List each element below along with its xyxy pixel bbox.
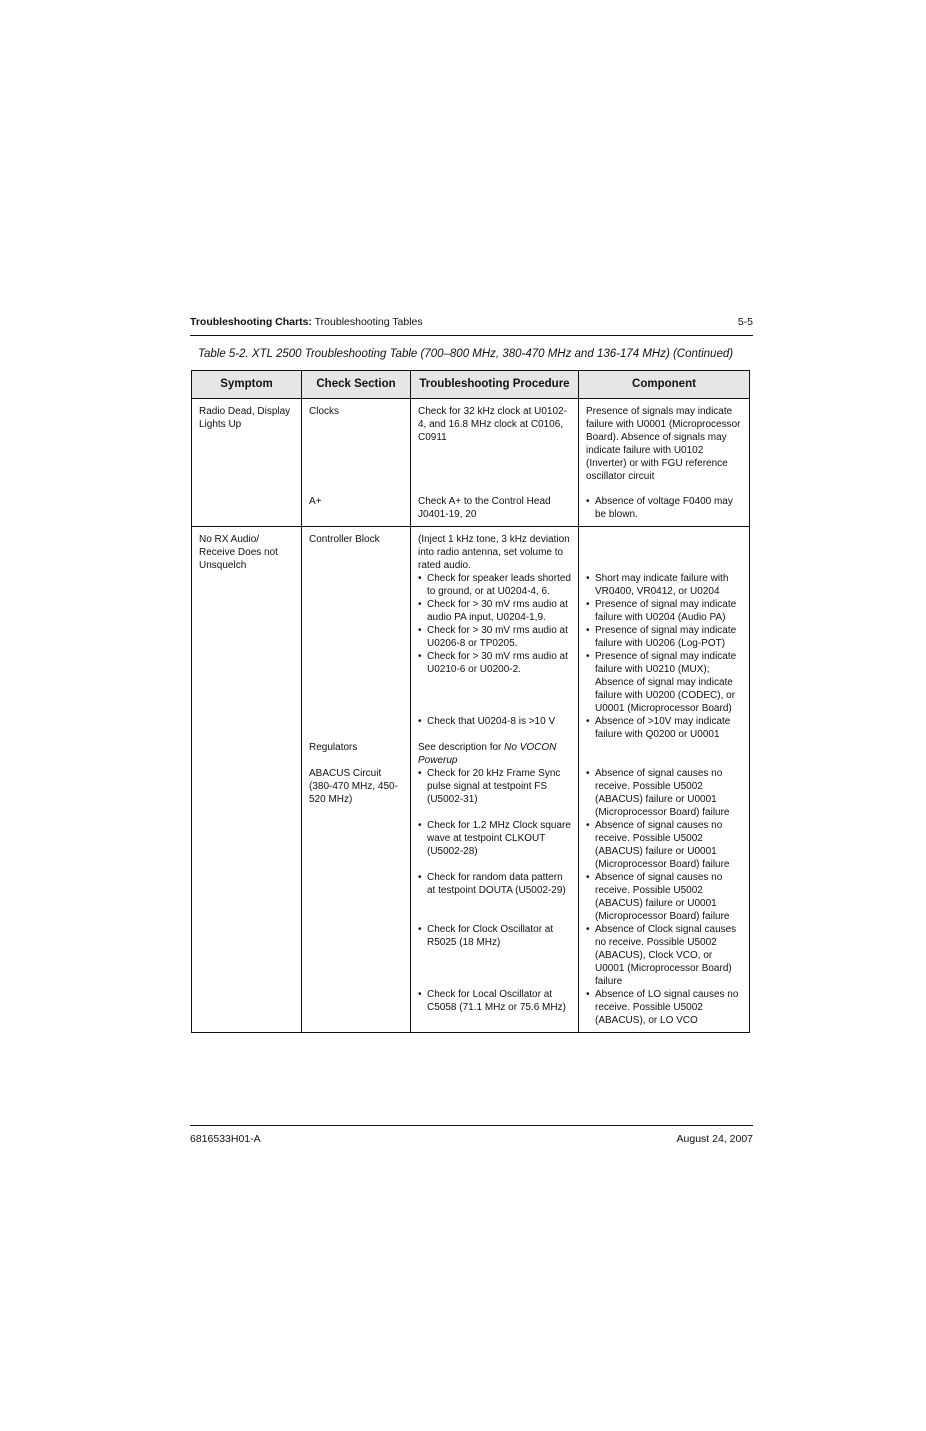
component-cell: Presence of signals may indicate failure with U0001 (Microprocessor Board). Absence of signals may indicate failure with U0102 (Inverter) or with FGU reference oscillator circuit	[579, 399, 750, 496]
table-row	[192, 715, 750, 741]
component-cell	[579, 495, 750, 527]
bullet-item: • Check for 20 kHz Frame Sync pulse signal at testpoint FS (U5002-31)	[418, 767, 571, 806]
component-cell	[579, 767, 750, 819]
footer-rule	[190, 1125, 753, 1126]
bullet-item: • Check for > 30 mV rms audio at audio PA input, U0204-1,9.	[418, 598, 571, 624]
table-row	[192, 624, 750, 650]
procedure-text: See description for	[418, 742, 505, 753]
table-row	[192, 923, 750, 988]
table-row	[192, 988, 750, 1033]
bullet-item: • Check that U0204-8 is >10 V	[418, 715, 571, 728]
procedure-cell	[411, 767, 579, 819]
check-section-cell: ABACUS Circuit (380-470 MHz, 450-520 MHz)	[302, 767, 411, 819]
table-row	[192, 399, 750, 496]
procedure-cell	[411, 715, 579, 741]
component-cell	[579, 624, 750, 650]
bullet-item: • Check for random data pattern at testpoint DOUTA (U5002-29)	[418, 871, 571, 897]
bullet-item: • Check for > 30 mV rms audio at U0210-6 or U0200-2.	[418, 650, 571, 676]
column-header-symptom: Symptom	[192, 371, 302, 399]
procedure-cell	[411, 871, 579, 923]
bullet-item: • Short may indicate failure with VR0400, VR0412, or U0204	[586, 572, 742, 598]
bullet-item: • Absence of signal causes no receive. Possible U5002 (ABACUS) failure or U0001 (Microprocessor Board) failure	[586, 871, 742, 923]
bullet-item: • Check for 1.2 MHz Clock square wave at testpoint CLKOUT (U5002-28)	[418, 819, 571, 858]
table-row	[192, 572, 750, 598]
document-number: 6816533H01-A	[190, 1133, 261, 1145]
running-footer	[190, 1133, 753, 1145]
publication-date: August 24, 2007	[676, 1133, 753, 1145]
component-cell	[579, 650, 750, 715]
symptom-cell: Radio Dead, Display Lights Up	[192, 399, 302, 496]
table-row	[192, 527, 750, 573]
bullet-item: • Check for speaker leads shorted to ground, or at U0204-4, 6.	[418, 572, 571, 598]
component-cell	[579, 923, 750, 988]
bullet-item: • Absence of signal causes no receive. Possible U5002 (ABACUS) failure or U0001 (Microprocessor Board) failure	[586, 819, 742, 871]
procedure-cell: Check for 32 kHz clock at U0102-4, and 16.8 MHz clock at C0106, C0911	[411, 399, 579, 496]
bullet-item: • Check for > 30 mV rms audio at U0206-8 or TP0205.	[418, 624, 571, 650]
table-row	[192, 871, 750, 923]
bullet-item: • Presence of signal may indicate failure with U0210 (MUX); Absence of signal may indicate failure with U0200 (CODEC), or U0001 (Microprocessor Board)	[586, 650, 742, 715]
table-row	[192, 767, 750, 819]
procedure-cell	[411, 741, 579, 767]
column-header-procedure: Troubleshooting Procedure	[411, 371, 579, 399]
bullet-item: • Presence of signal may indicate failure with U0206 (Log-POT)	[586, 624, 742, 650]
procedure-cell	[411, 598, 579, 624]
procedure-reference: No VOCON Powerup	[418, 742, 557, 766]
bullet-item: • Check for Local Oscillator at C5058 (71.1 MHz or 75.6 MHz)	[418, 988, 571, 1014]
troubleshooting-table	[191, 370, 750, 1033]
table-row	[192, 819, 750, 871]
table-row	[192, 741, 750, 767]
bullet-item: • Absence of LO signal causes no receive. Possible U5002 (ABACUS), or LO VCO	[586, 988, 742, 1027]
table-header-row	[192, 371, 750, 399]
procedure-cell	[411, 819, 579, 871]
procedure-cell	[411, 624, 579, 650]
bullet-item: • Absence of Clock signal causes no receive. Possible U5002 (ABACUS), Clock VCO, or U0001 (Microprocessor Board) failure	[586, 923, 742, 988]
symptom-cell: No RX Audio/ Receive Does not Unsquelch	[192, 527, 302, 573]
component-cell	[579, 819, 750, 871]
check-section-cell: Regulators	[302, 741, 411, 767]
column-header-component: Component	[579, 371, 750, 399]
table-caption: Table 5-2. XTL 2500 Troubleshooting Table (700–800 MHz, 380-470 MHz and 136-174 MHz) (Continued)	[198, 348, 734, 360]
component-cell	[579, 871, 750, 923]
procedure-cell	[411, 572, 579, 598]
header-subsection-title: Troubleshooting Tables	[311, 316, 423, 328]
header-rule	[190, 335, 753, 336]
procedure-cell	[411, 923, 579, 988]
bullet-item: • Presence of signal may indicate failure with U0204 (Audio PA)	[586, 598, 742, 624]
bullet-item: • Check for Clock Oscillator at R5025 (18 MHz)	[418, 923, 571, 949]
table-row	[192, 495, 750, 527]
header-section-title: Troubleshooting Charts:	[190, 316, 312, 328]
check-section-cell: Clocks	[302, 399, 411, 496]
procedure-cell: Check A+ to the Control Head J0401-19, 20	[411, 495, 579, 527]
bullet-item: • Absence of signal causes no receive. Possible U5002 (ABACUS) failure or U0001 (Microprocessor Board) failure	[586, 767, 742, 819]
component-cell	[579, 988, 750, 1033]
table-row	[192, 598, 750, 624]
table-row	[192, 650, 750, 715]
bullet-item: • Absence of voltage F0400 may be blown.	[586, 495, 742, 521]
component-cell	[579, 598, 750, 624]
component-cell	[579, 572, 750, 598]
bullet-item: • Absence of >10V may indicate failure with Q0200 or U0001	[586, 715, 742, 741]
page-number: 5-5	[737, 316, 753, 328]
component-cell	[579, 715, 750, 741]
column-header-check-section: Check Section	[302, 371, 411, 399]
check-section-cell: Controller Block	[302, 527, 411, 573]
running-header	[190, 316, 753, 328]
procedure-cell	[411, 650, 579, 715]
procedure-cell	[411, 988, 579, 1033]
check-section-cell: A+	[302, 495, 411, 527]
procedure-cell: (Inject 1 kHz tone, 3 kHz deviation into radio antenna, set volume to rated audio.	[411, 527, 579, 573]
